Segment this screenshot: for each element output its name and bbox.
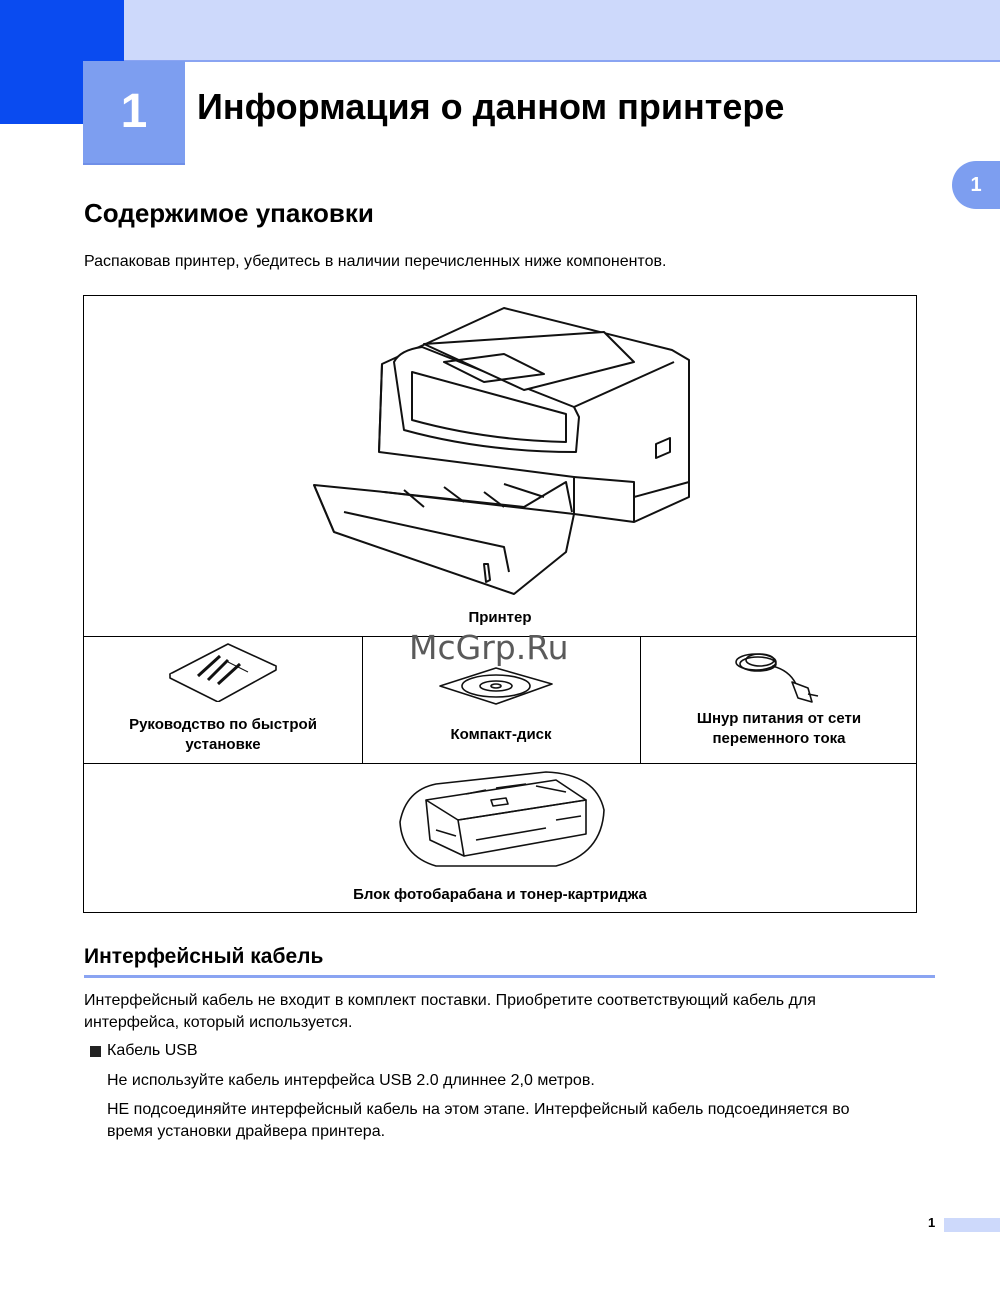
interface-paragraph-line-1: Интерфейсный кабель не входит в комплект поставки. Приобретите соответствующий кабель для	[84, 992, 816, 1009]
quick-guide-illustration	[168, 642, 278, 702]
watermark: McGrp.Ru	[409, 628, 569, 667]
page-number-bar	[944, 1218, 1000, 1232]
power-cord-illustration	[734, 646, 824, 706]
guide-label	[84, 715, 362, 755]
subsection-title: Интерфейсный кабель	[84, 945, 324, 968]
page-number: 1	[928, 1215, 936, 1230]
chapter-number: 1	[120, 85, 148, 138]
table-divider	[84, 763, 916, 764]
package-contents-table	[83, 295, 917, 913]
side-tab-number: 1	[970, 174, 982, 196]
guide-label-line-2: установке	[185, 736, 261, 753]
section-intro: Распаковав принтер, убедитесь в наличии перечисленных ниже компонентов.	[84, 253, 667, 270]
cord-label	[640, 709, 918, 749]
subsection-rule	[84, 975, 935, 978]
drum-label: Блок фотобарабана и тонер-картриджа	[353, 886, 647, 903]
usb-length-note: Не используйте кабель интерфейса USB 2.0 длиннее 2,0 метров.	[107, 1072, 595, 1089]
connect-note-line-1: НЕ подсоединяйте интерфейсный кабель на этом этапе. Интерфейсный кабель подсоединяется во	[107, 1101, 850, 1118]
cd-illustration	[436, 666, 556, 706]
drum-toner-illustration	[396, 770, 608, 870]
header-rule	[124, 60, 1000, 62]
connect-note	[107, 1099, 967, 1143]
cord-label-line-2: переменного тока	[712, 730, 846, 747]
header-band	[0, 0, 1000, 60]
interface-paragraph-line-2: интерфейса, который используется.	[84, 1014, 353, 1031]
bullet-usb: Кабель USB	[107, 1042, 198, 1059]
printer-label: Принтер	[468, 609, 532, 626]
printer-illustration	[304, 302, 704, 602]
guide-label-line-1: Руководство по быстрой	[129, 716, 317, 733]
interface-paragraph	[84, 990, 944, 1034]
section-title: Содержимое упаковки	[84, 198, 374, 228]
connect-note-line-2: время установки драйвера принтера.	[107, 1123, 386, 1140]
cord-label-line-1: Шнур питания от сети	[696, 710, 862, 727]
cd-label: Компакт-диск	[450, 726, 552, 743]
chapter-title: Информация о данном принтере	[197, 86, 785, 127]
bullet-square-icon	[90, 1046, 101, 1057]
